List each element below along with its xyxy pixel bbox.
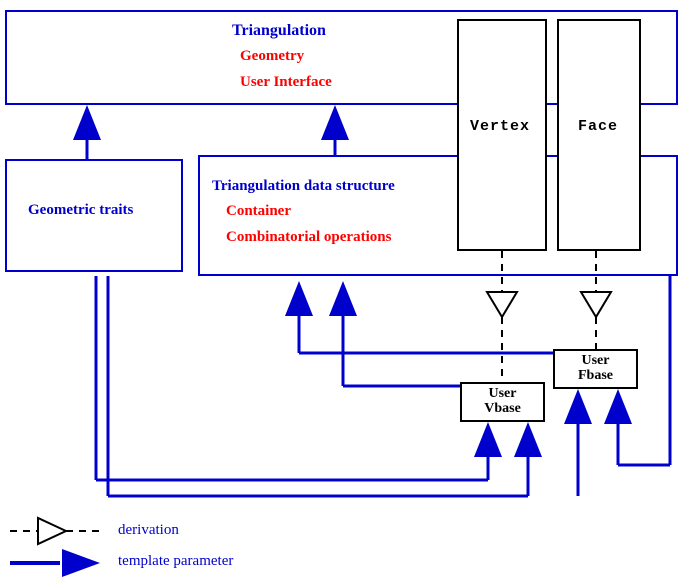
arrow-into-user-fbase-left — [564, 389, 592, 496]
user-vbase-line2: Vbase — [484, 401, 521, 416]
arrow-into-user-vbase-left — [96, 276, 502, 480]
arrow-tds-to-triangulation — [321, 105, 349, 155]
box-vertex — [457, 19, 547, 251]
legend-derivation-label: derivation — [118, 522, 179, 538]
legend-template-parameter-label: template parameter — [118, 553, 234, 569]
face-label: Face — [578, 118, 619, 135]
user-fbase-line1: User — [581, 353, 610, 368]
vertex-label: Vertex — [470, 118, 531, 135]
geometric-traits-label: Geometric traits — [28, 202, 134, 218]
triangulation-ui-label: User Interface — [240, 74, 332, 90]
box-face — [557, 19, 641, 251]
legend-derivation-symbol — [10, 518, 100, 544]
user-vbase-line1: User — [488, 386, 517, 401]
arrow-vbase-to-tds — [285, 281, 553, 353]
user-vbase-label — [460, 386, 545, 416]
tds-title: Triangulation data structure — [212, 178, 395, 194]
tds-combinatorial-label: Combinatorial operations — [226, 229, 392, 245]
triangulation-geometry-label: Geometry — [240, 48, 305, 64]
arrow-fbase-to-tds — [329, 281, 460, 386]
user-fbase-label — [553, 353, 638, 383]
tds-container-label: Container — [226, 203, 291, 219]
user-fbase-line2: Fbase — [578, 368, 613, 383]
arrow-traits-to-triangulation — [73, 105, 101, 159]
triangulation-title: Triangulation — [232, 22, 326, 39]
legend-template-parameter-symbol — [10, 549, 100, 577]
